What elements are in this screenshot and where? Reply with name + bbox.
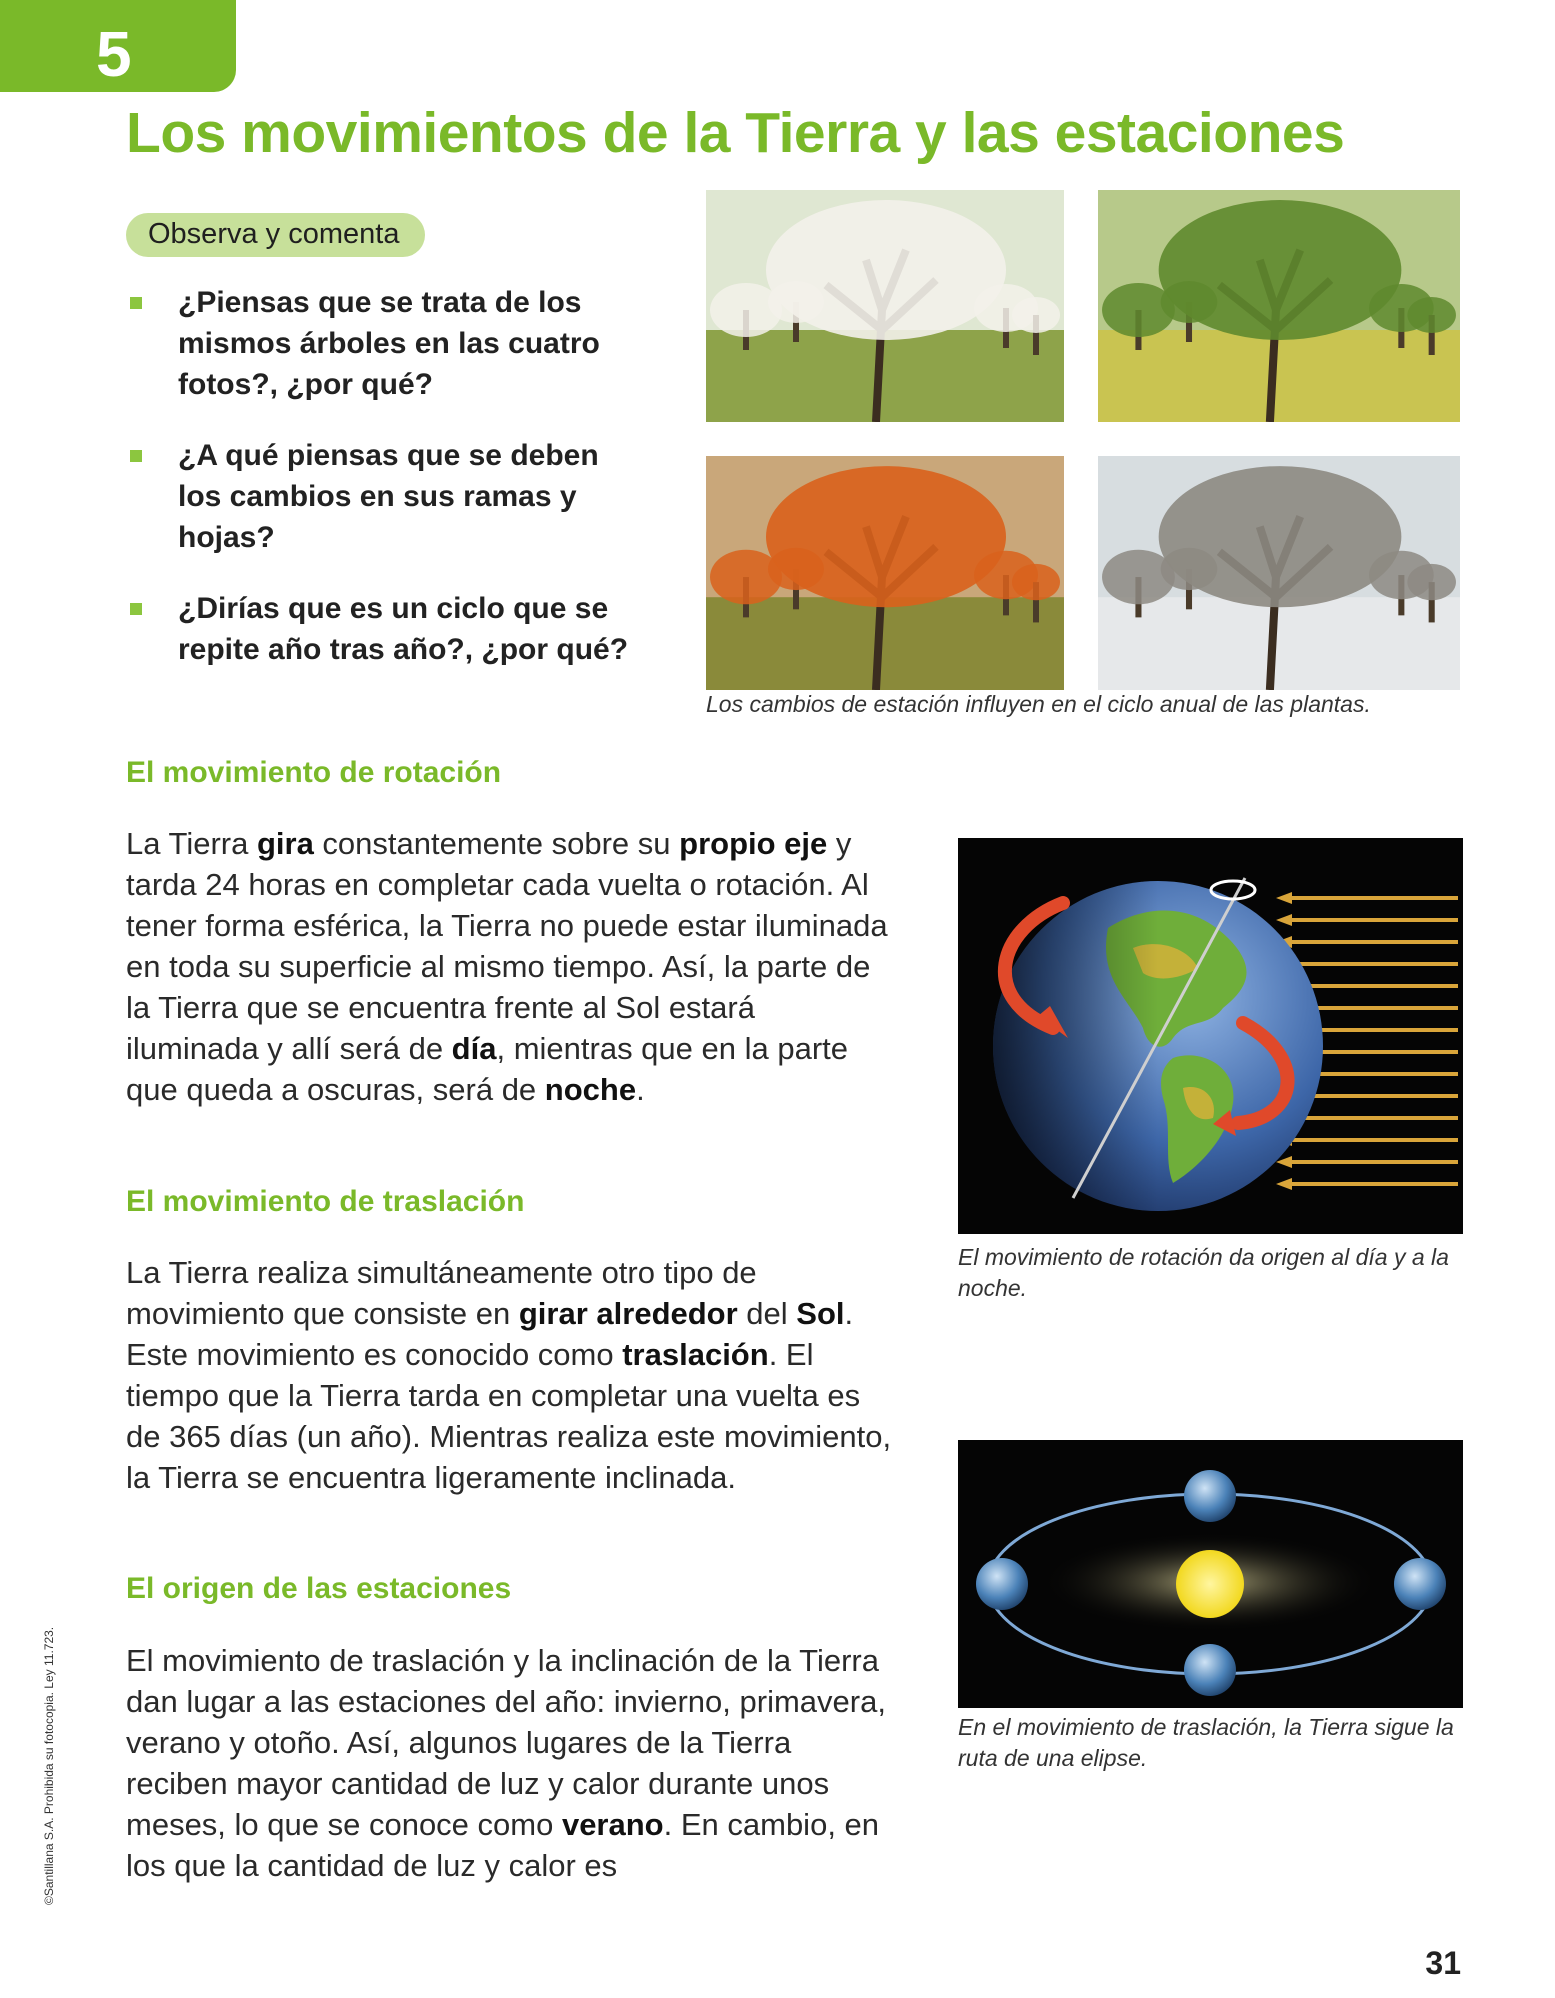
background-tree-canopy — [1407, 564, 1456, 600]
ground — [1098, 330, 1460, 422]
sun-ray-arrow-icon — [1276, 914, 1292, 926]
question-item — [126, 435, 646, 558]
rotation-circle-arrow-icon — [1211, 881, 1255, 899]
seasons-paragraph — [126, 1640, 896, 1886]
ground — [706, 597, 1064, 690]
bold-term: girar alrededor — [518, 1296, 738, 1331]
text-run: La Tierra — [126, 826, 257, 861]
text-run: y tarda 24 horas en completar cada vuelta o rotación. Al tener forma esférica, la Tierra no puede estar iluminada en toda su superficie al mismo tiempo. Así, la parte de la Tierra que se encuentra frente al Sol estará iluminada y allí será de — [126, 826, 888, 1066]
bold-term: propio eje — [679, 826, 828, 861]
text-run: constantemente sobre su — [313, 826, 680, 861]
tree-canopy — [1159, 200, 1402, 340]
ground — [706, 330, 1064, 422]
text-run: . — [636, 1072, 645, 1107]
text-run: . Este movimiento es conocido como — [126, 1296, 854, 1372]
rotation-heading: El movimiento de rotación — [126, 756, 502, 789]
spring-tree-photo — [706, 190, 1064, 422]
ground — [1098, 597, 1460, 690]
sun-ray-arrow-icon — [1276, 892, 1292, 904]
summer-tree-photo — [1098, 190, 1460, 422]
photos-caption: Los cambios de estación influyen en el ciclo anual de las plantas. — [706, 691, 1371, 717]
square-bullet-icon — [130, 297, 142, 309]
sun-icon — [1176, 1550, 1244, 1618]
question-item — [126, 282, 646, 405]
rotation-diagram — [958, 838, 1463, 1234]
bold-term: noche — [544, 1072, 637, 1107]
question-text: ¿A qué piensas que se deben los cambios en sus ramas y hojas? — [178, 439, 599, 554]
tree-canopy — [1159, 466, 1402, 607]
translation-heading: El movimiento de traslación — [126, 1185, 525, 1218]
background-tree-canopy — [1012, 564, 1060, 600]
bold-term: traslación — [622, 1337, 769, 1372]
translation-diagram — [958, 1440, 1463, 1708]
text-run: . El tiempo que la Tierra tarda en completar una vuelta es de 365 días (un año). Mientras realiza este movimiento, la Tierra se encuentra ligeramente inclinada. — [126, 1337, 892, 1495]
page-number: 31 — [1425, 1945, 1461, 1981]
observe-label: Observa y comenta — [126, 213, 425, 257]
earth-left-icon — [976, 1558, 1028, 1610]
bold-term: día — [451, 1031, 497, 1066]
tree-canopy — [766, 200, 1006, 340]
translation-paragraph — [126, 1252, 896, 1498]
earth-bottom-icon — [1184, 1644, 1236, 1696]
winter-tree-photo — [1098, 456, 1460, 690]
chapter-tab — [0, 0, 236, 92]
background-tree-canopy — [1012, 297, 1060, 333]
square-bullet-icon — [130, 603, 142, 615]
earth-top-icon — [1184, 1470, 1236, 1522]
sun-ray-arrow-icon — [1276, 1178, 1292, 1190]
bold-term: verano — [561, 1807, 664, 1842]
question-text: ¿Dirías que es un ciclo que se repite año tras año?, ¿por qué? — [178, 592, 629, 666]
text-run: El movimiento de traslación y la inclinación de la Tierra dan lugar a las estaciones del año: invierno, primavera, verano y otoño. Así, algunos lugares de la Tierra reciben mayor cantidad de luz y calor durante unos meses, lo que se conoce como — [126, 1643, 886, 1842]
question-list — [126, 282, 646, 700]
square-bullet-icon — [130, 450, 142, 462]
tree-canopy — [766, 466, 1006, 607]
rotation-caption: El movimiento de rotación da origen al día y a la noche. — [958, 1244, 1449, 1301]
chapter-number: 5 — [96, 18, 132, 90]
text-run: , mientras que en la parte que queda a oscuras, será de — [126, 1031, 849, 1107]
text-run: . En cambio, en los que la cantidad de luz y calor es — [126, 1807, 880, 1883]
bold-term: Sol — [796, 1296, 845, 1331]
question-item — [126, 588, 646, 670]
rotation-paragraph — [126, 823, 896, 1110]
copyright-note: ©Santillana S.A. Prohibida su fotocopia. Ley 11.723. — [42, 1626, 56, 1905]
page-title: Los movimientos de la Tierra y las estaciones — [126, 101, 1345, 165]
earth-right-icon — [1394, 1558, 1446, 1610]
autumn-tree-photo — [706, 456, 1064, 690]
bold-term: gira — [256, 826, 314, 861]
question-text: ¿Piensas que se trata de los mismos árboles en las cuatro fotos?, ¿por qué? — [178, 286, 600, 401]
seasons-heading: El origen de las estaciones — [126, 1572, 512, 1605]
translation-caption: En el movimiento de traslación, la Tierra sigue la ruta de una elipse. — [958, 1714, 1454, 1771]
text-run: del — [737, 1296, 797, 1331]
background-tree-canopy — [1407, 297, 1456, 333]
text-run: La Tierra realiza simultáneamente otro tipo de movimiento que consiste en — [126, 1255, 757, 1331]
